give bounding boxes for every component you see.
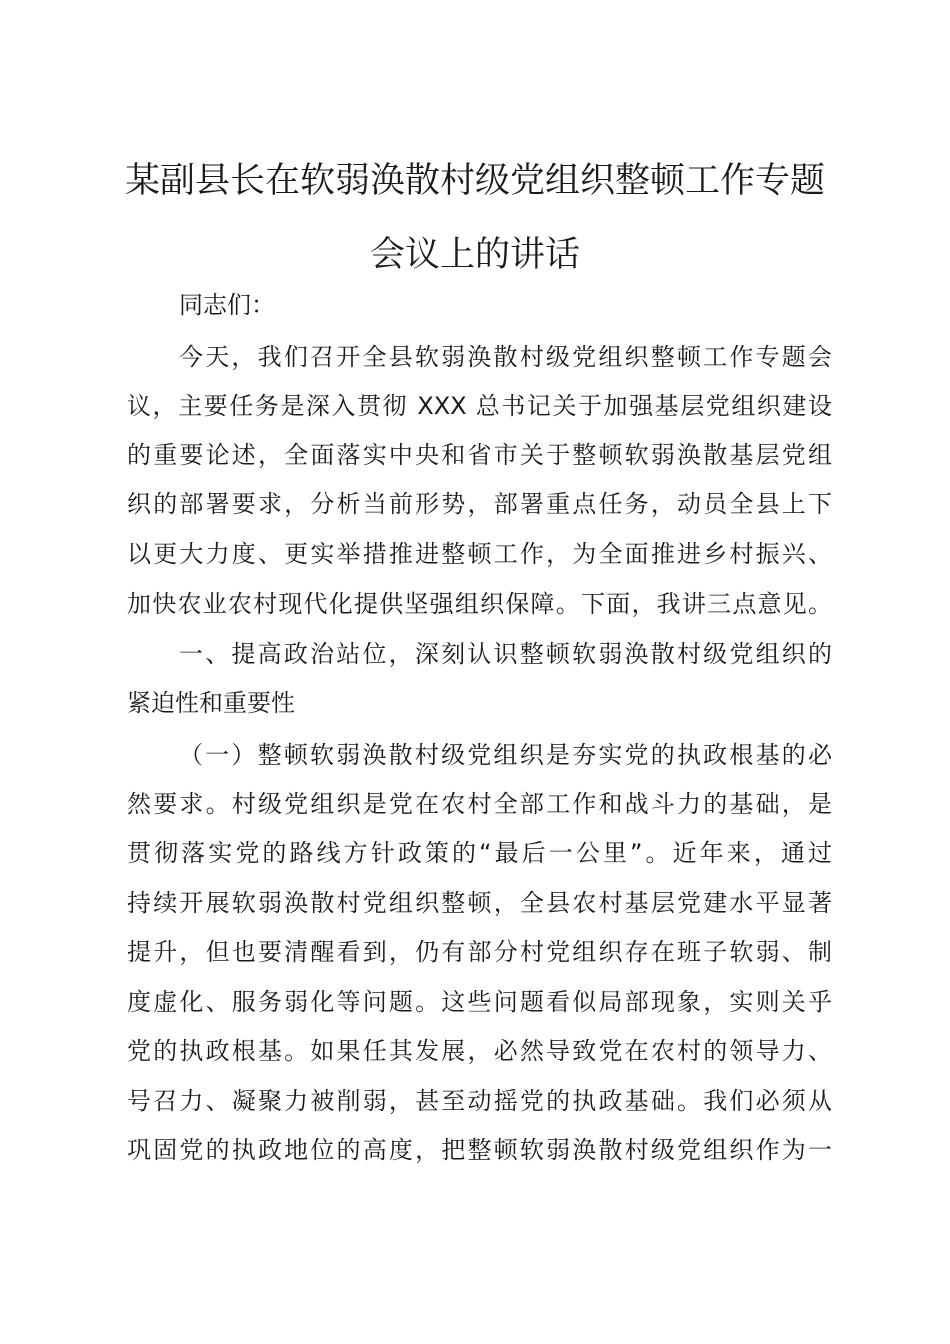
paragraph-1-line: 议，主要任务是深入贯彻 XXX 总书记关于加强基层党组织建设 [127,392,832,420]
paragraph-2-line: 度虚化、服务弱化等问题。这些问题看似局部现象，实则关乎 [127,988,832,1016]
section-heading-line: 一、提高政治站位，深刻认识整顿软弱涣散村级党组织的 [179,640,832,668]
paragraph-1-line: 织的部署要求，分析当前形势，部署重点任务，动员全县上下 [127,490,832,518]
paragraph-2-line: 持续开展软弱涣散村党组织整顿，全县农村基层党建水平显著 [127,889,832,917]
document-title-line-1: 某副县长在软弱涣散村级党组织整顿工作专题 [124,161,825,201]
paragraph-1-line: 加快农业农村现代化提供坚强组织保障。下面，我讲三点意见。 [127,590,832,618]
paragraph-2-line: 然要求。村级党组织是党在农村全部工作和战斗力的基础，是 [127,790,832,818]
paragraph-1-line: 以更大力度、更实举措推进整顿工作，为全面推进乡村振兴、 [127,540,832,568]
document-title-line-2: 会议上的讲话 [369,235,580,275]
paragraph-2-line: 党的执政根基。如果任其发展，必然导致党在农村的领导力、 [127,1037,832,1065]
paragraph-1-line: 今天，我们召开全县软弱涣散村级党组织整顿工作专题会 [179,343,832,371]
paragraph-2-line: （一）整顿软弱涣散村级党组织是夯实党的执政根基的必 [179,741,832,769]
paragraph-2-line: 贯彻落实党的路线方针政策的“最后一公里”。近年来，通过 [127,839,832,867]
paragraph-1-line: 的重要论述，全面落实中央和省市关于整顿软弱涣散基层党组 [127,441,832,469]
salutation: 同志们： [179,291,275,319]
section-heading-line: 紧迫性和重要性 [127,689,295,717]
paragraph-2-line: 提升，但也要清醒看到，仍有部分村党组织存在班子软弱、制 [127,938,832,966]
paragraph-2-line: 号召力、凝聚力被削弱，甚至动摇党的执政基础。我们必须从 [127,1087,832,1115]
paragraph-2-line: 巩固党的执政地位的高度，把整顿软弱涣散村级党组织作为一 [127,1136,832,1164]
